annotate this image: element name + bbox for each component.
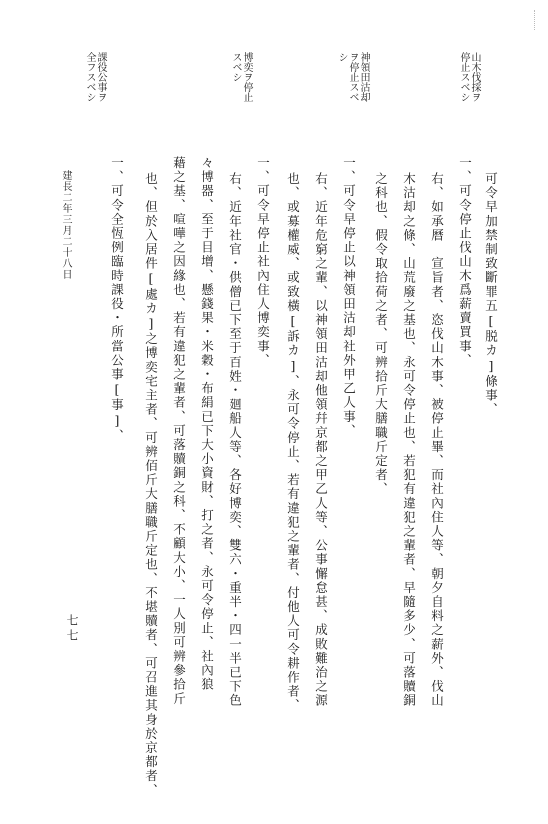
text-column: 之科也、假令取拾荷之者、可辨拾斤大膳職斤定者、 (373, 172, 389, 497)
margin-note-line: 停止スベシ (458, 52, 469, 102)
text-column: 々博器、至于目增、懸錢果・米穀・布絹已下大小資財、打之者、永可令停止、社內狼 (199, 156, 215, 692)
margin-note-line: 神領田沽却 (358, 52, 369, 102)
text-column: 也、但於入居件[處カ]之博奕宅主者、可辨佰斤大膳職斤定也、不堪贖者、可召進其身於京都者、 (143, 172, 159, 798)
margin-note-line: 博奕ヲ停止 (241, 52, 252, 102)
margin-note-line: 課役公事ヲ (95, 52, 106, 102)
margin-note-line: シ (336, 52, 347, 62)
margin-note-mountain-trees (456, 52, 480, 142)
text-column: 右、近年危窮之輩、以神領田沽却他領幷京都之甲乙人等、公事懈怠甚、成敗難治之源 (313, 172, 329, 708)
text-column: 一、可令早停止社內住人博奕事、 (255, 156, 271, 368)
page-number: 七七 (65, 614, 79, 644)
text-column: 藉之基、喧嘩之因緣也、若有違犯之輩者、可落贖銅之科、不顧大小、一人別可辨參拾斤 (171, 156, 187, 706)
heading-column: 可令早加禁制致斷罪五[脱カ]條事、 (483, 172, 499, 417)
text-column: 一、可令早停止以神領田沽却社外甲乙人事、 (341, 156, 357, 438)
text-column: 一、可令停止伐山木爲薪賣買事、 (457, 156, 473, 368)
margin-note-line: スベシ (230, 52, 241, 82)
margin-note-gambling (228, 52, 252, 142)
margin-note-levies (82, 52, 106, 142)
text-column: 也、或募權威、或致橫[訴カ]、永可令停止、若有違犯之輩者、付他人可令耕作者、 (285, 172, 301, 713)
margin-note-line: ヲ停止スベ (347, 52, 358, 102)
text-column: 木沽却之條、山荒廢之基也、永可令停止也、若犯有違犯之輩者、早隨多少、可落贖銅 (401, 172, 417, 708)
scan-edge-mark (534, 10, 536, 30)
text-column: 右、如承曆 宣旨者、恣伐山木事、被停止畢、而社內住人等、朝夕自料之薪外、伐山 (429, 172, 445, 708)
text-column: 一、可令全恆例臨時課役・所當公事[事]、 (109, 156, 125, 443)
text-column: 右、近年社官・供僧已下至于百姓・廻船人等、各好博奕、雙六・重半・四一半已下色 (227, 172, 243, 708)
margin-note-line: 山木伐採ヲ (469, 52, 480, 102)
date-line: 建長二年三月二十八日 (60, 170, 71, 280)
margin-note-shrine-land (333, 52, 369, 142)
margin-note-line: 全フスベシ (84, 52, 95, 102)
